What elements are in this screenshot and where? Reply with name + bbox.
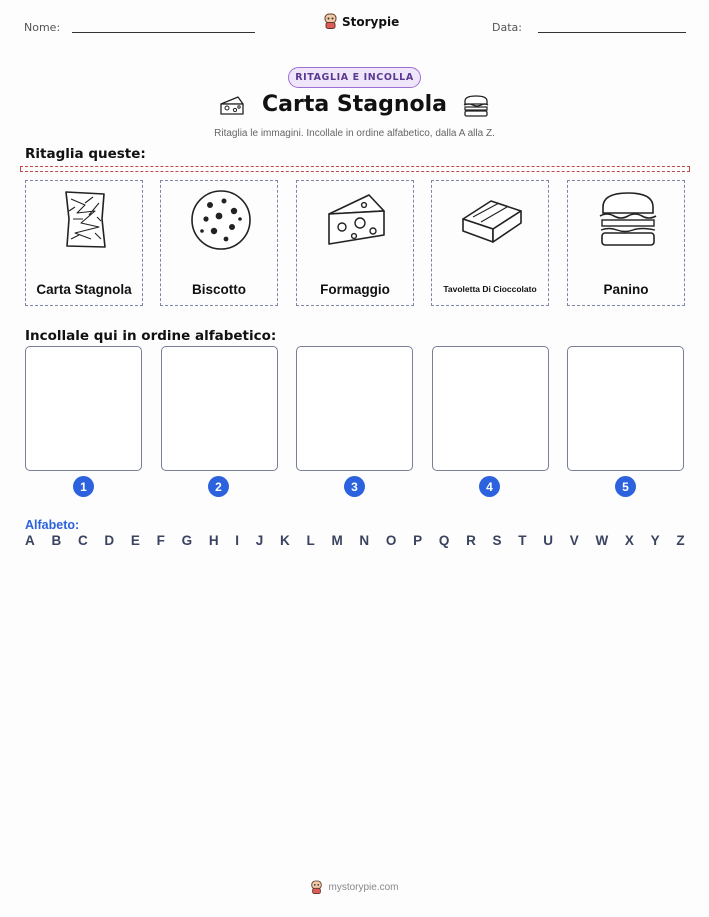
cut-card-cheese[interactable]	[296, 180, 414, 306]
page-title: Carta Stagnola	[262, 92, 447, 117]
slot-number-5: 5	[615, 476, 636, 497]
alphabet-letter: W	[595, 533, 609, 548]
alphabet-letter: A	[25, 533, 35, 548]
alphabet-letter: F	[156, 533, 165, 548]
storypie-mascot-icon	[310, 880, 323, 895]
slot-number-2: 2	[208, 476, 229, 497]
alphabet-letter: X	[624, 533, 634, 548]
alphabet-letter: K	[280, 533, 290, 548]
alphabet-row	[25, 533, 685, 548]
brand-logo	[323, 13, 399, 30]
paste-section-title: Incollale qui in ordine alfabetico:	[25, 328, 277, 344]
brand-name: Storypie	[342, 14, 400, 29]
paste-slot-3[interactable]	[296, 346, 413, 471]
chocolate-bar-icon	[461, 189, 523, 251]
card-label: Carta Stagnola	[36, 282, 132, 297]
alphabet-letter: D	[104, 533, 115, 548]
alphabet-letter: M	[331, 533, 343, 548]
name-line[interactable]	[72, 32, 255, 33]
cut-section-title: Ritaglia queste:	[25, 146, 146, 162]
alphabet-letter: H	[208, 533, 219, 548]
alphabet-letter: E	[130, 533, 140, 548]
alphabet-letter: I	[235, 533, 240, 548]
cut-card-cookie[interactable]	[160, 180, 278, 306]
alphabet-letter: N	[359, 533, 370, 548]
paste-slot-5[interactable]	[567, 346, 684, 471]
storypie-mascot-icon	[323, 13, 338, 30]
alphabet-letter: R	[466, 533, 476, 548]
date-line[interactable]	[538, 32, 686, 33]
cheese-icon	[326, 189, 388, 251]
cut-card-foil[interactable]	[25, 180, 143, 306]
alphabet-letter: L	[306, 533, 315, 548]
slot-number-3: 3	[344, 476, 365, 497]
alphabet-letter: B	[51, 533, 62, 548]
sandwich-icon	[461, 93, 491, 119]
footer-url[interactable]: mystorypie.com	[328, 882, 399, 893]
card-label: Tavoletta Di Cioccolato	[443, 284, 537, 294]
paste-slot-1[interactable]	[25, 346, 142, 471]
activity-badge: RITAGLIA E INCOLLA	[288, 67, 421, 88]
card-label: Panino	[603, 282, 649, 297]
paste-slot-2[interactable]	[161, 346, 278, 471]
date-label: Data:	[492, 21, 522, 34]
alphabet-letter: O	[385, 533, 397, 548]
slot-number-4: 4	[479, 476, 500, 497]
alphabet-title: Alfabeto:	[25, 518, 80, 532]
cookie-icon	[190, 189, 252, 251]
sandwich-icon	[597, 189, 659, 251]
alphabet-letter: Z	[676, 533, 685, 548]
cut-guide-line	[20, 166, 690, 172]
card-label: Formaggio	[320, 282, 390, 297]
name-label: Nome:	[24, 21, 61, 34]
card-label: Biscotto	[192, 282, 246, 297]
foil-icon	[55, 189, 115, 251]
alphabet-letter: Y	[650, 533, 660, 548]
slot-number-1: 1	[73, 476, 94, 497]
alphabet-letter: J	[255, 533, 264, 548]
alphabet-letter: T	[518, 533, 527, 548]
alphabet-letter: C	[77, 533, 88, 548]
cut-card-sandwich[interactable]	[567, 180, 685, 306]
alphabet-letter: U	[543, 533, 553, 548]
alphabet-letter: V	[569, 533, 579, 548]
alphabet-letter: G	[181, 533, 193, 548]
paste-slot-4[interactable]	[432, 346, 549, 471]
alphabet-letter: P	[413, 533, 423, 548]
instructions-text: Ritaglia le immagini. Incollale in ordine alfabetico, dalla A alla Z.	[214, 128, 495, 139]
cut-card-chocolate[interactable]	[431, 180, 549, 306]
alphabet-letter: S	[492, 533, 502, 548]
footer	[0, 880, 709, 895]
alphabet-letter: Q	[438, 533, 450, 548]
